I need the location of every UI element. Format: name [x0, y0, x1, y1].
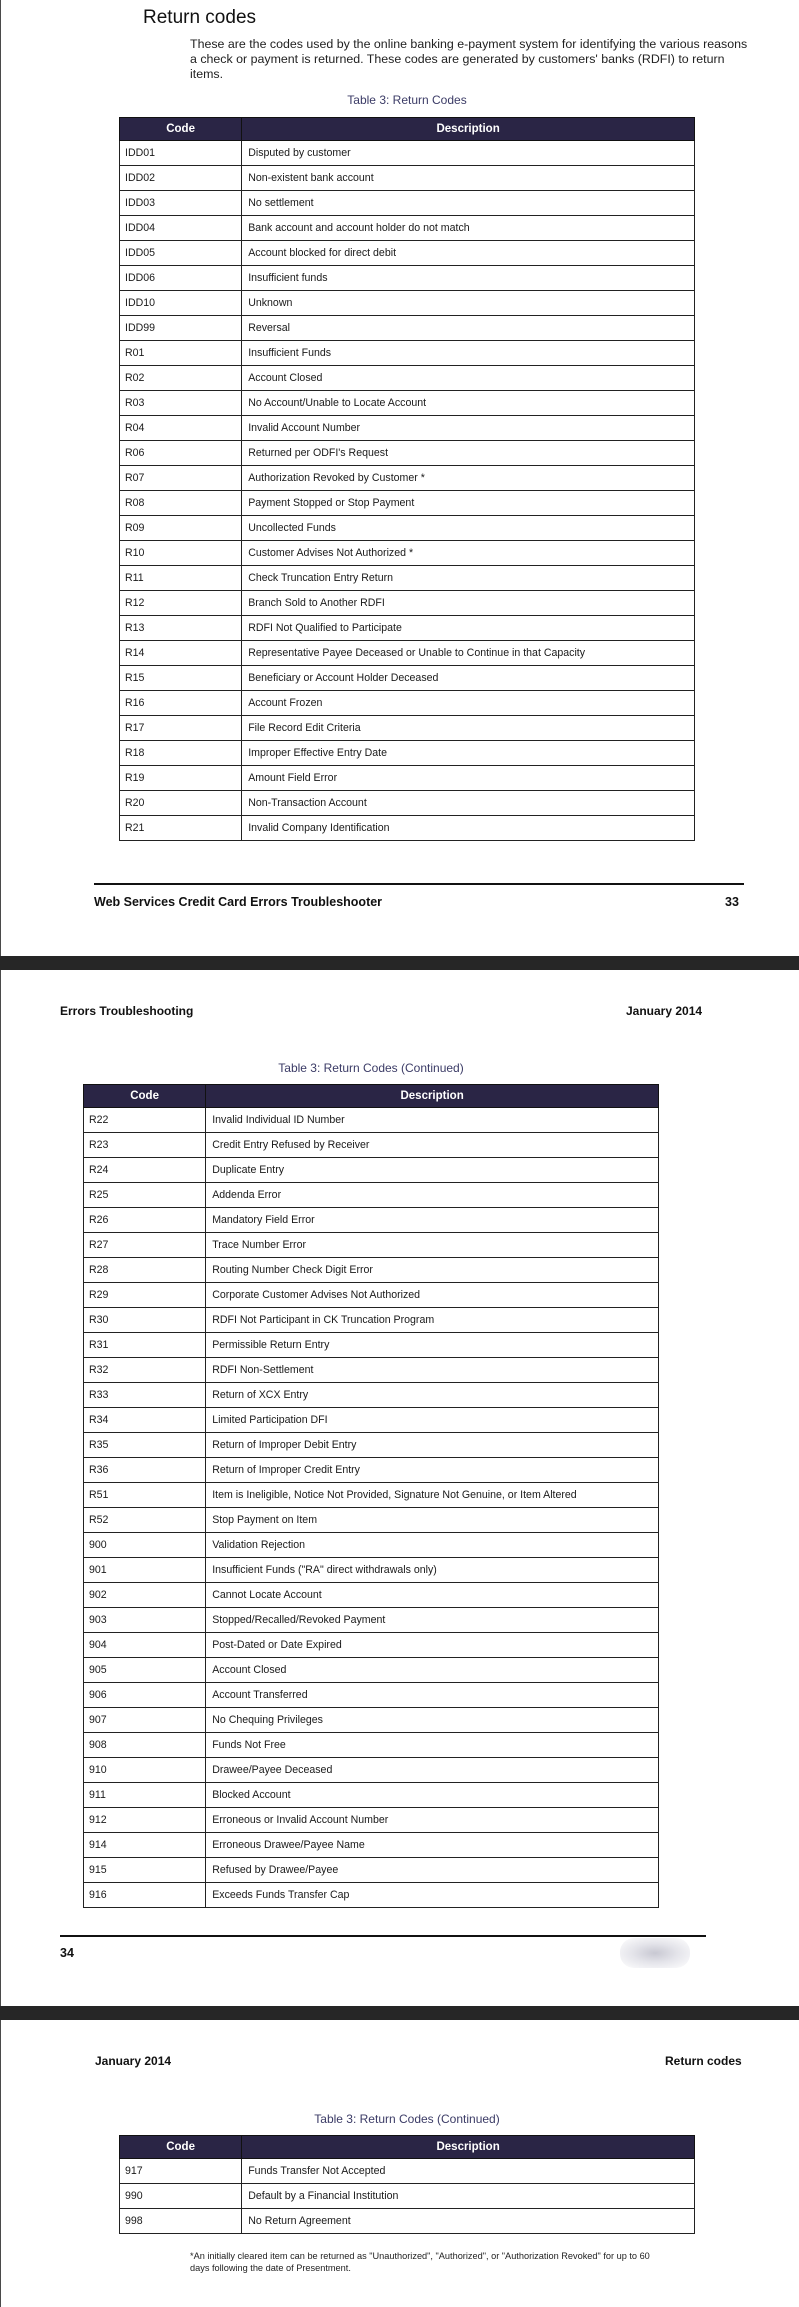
cell-description: Account blocked for direct debit [242, 241, 695, 266]
cell-code: R06 [120, 441, 242, 466]
cell-description: Mandatory Field Error [206, 1208, 659, 1233]
cell-description: Routing Number Check Digit Error [206, 1258, 659, 1283]
table-row [84, 1858, 659, 1883]
table-row [84, 1408, 659, 1433]
cell-description: Disputed by customer [242, 141, 695, 166]
cell-code: 906 [84, 1683, 206, 1708]
footer-page-number: 34 [60, 1946, 74, 1960]
cell-description: Invalid Individual ID Number [206, 1108, 659, 1133]
table-row [84, 1233, 659, 1258]
cell-code: R34 [84, 1408, 206, 1433]
table-body [84, 1108, 659, 1908]
table-row [120, 416, 695, 441]
cell-description: No Account/Unable to Locate Account [242, 391, 695, 416]
cell-code: 901 [84, 1558, 206, 1583]
table-caption: Table 3: Return Codes (Continued) [314, 2112, 500, 2126]
cell-code: R08 [120, 491, 242, 516]
cell-code: R27 [84, 1233, 206, 1258]
cell-code: R22 [84, 1108, 206, 1133]
running-header-right: January 2014 [626, 1004, 703, 1018]
cell-description: Refused by Drawee/Payee [206, 1858, 659, 1883]
cell-description: Return of Improper Debit Entry [206, 1433, 659, 1458]
cell-code: 912 [84, 1808, 206, 1833]
table-row [120, 241, 695, 266]
cell-description: Account Frozen [242, 691, 695, 716]
cell-code: R23 [84, 1133, 206, 1158]
table-header [120, 2136, 695, 2159]
table-row [84, 1458, 659, 1483]
table-row [84, 1133, 659, 1158]
cell-code: R19 [120, 766, 242, 791]
cell-description: No Return Agreement [242, 2209, 695, 2234]
table-row [84, 1658, 659, 1683]
cell-code: 916 [84, 1883, 206, 1908]
cell-description: Return of XCX Entry [206, 1383, 659, 1408]
cell-code: IDD10 [120, 291, 242, 316]
table-caption: Table 3: Return Codes [347, 93, 467, 107]
table-row [84, 1608, 659, 1633]
cell-description: Improper Effective Entry Date [242, 741, 695, 766]
cell-description: Payment Stopped or Stop Payment [242, 491, 695, 516]
cell-code: R29 [84, 1283, 206, 1308]
cell-code: R07 [120, 466, 242, 491]
table-row [84, 1533, 659, 1558]
cell-code: R17 [120, 716, 242, 741]
cell-code: IDD03 [120, 191, 242, 216]
table-row [84, 1833, 659, 1858]
page-35 [0, 2020, 799, 2307]
return-codes-table [119, 2135, 695, 2234]
cell-code: R25 [84, 1183, 206, 1208]
table-row [84, 1433, 659, 1458]
cell-description: Insufficient Funds [242, 341, 695, 366]
cell-code: R21 [120, 816, 242, 841]
cell-code: R20 [120, 791, 242, 816]
cell-code: IDD01 [120, 141, 242, 166]
cell-code: R30 [84, 1308, 206, 1333]
cell-code: R15 [120, 666, 242, 691]
cell-description: Exceeds Funds Transfer Cap [206, 1883, 659, 1908]
table-row [84, 1733, 659, 1758]
cell-description: Account Closed [242, 366, 695, 391]
table-row [120, 366, 695, 391]
table-row [120, 266, 695, 291]
table-row [84, 1633, 659, 1658]
header-code: Code [120, 2136, 242, 2159]
cell-code: R51 [84, 1483, 206, 1508]
table-row [84, 1258, 659, 1283]
table-body [120, 141, 695, 841]
footer-document-title: Web Services Credit Card Errors Troubleshooter [94, 895, 383, 909]
header-code: Code [84, 1085, 206, 1108]
running-header-right: Return codes [665, 2054, 742, 2068]
table-caption: Table 3: Return Codes (Continued) [278, 1061, 464, 1075]
table-row [120, 2184, 695, 2209]
cell-description: Unknown [242, 291, 695, 316]
table-row [84, 1108, 659, 1133]
cell-description: Account Transferred [206, 1683, 659, 1708]
cell-code: R13 [120, 616, 242, 641]
table-row [120, 2209, 695, 2234]
table-row [120, 2159, 695, 2184]
return-codes-table [119, 117, 695, 841]
cell-description: Amount Field Error [242, 766, 695, 791]
cell-code: 905 [84, 1658, 206, 1683]
table-row [120, 516, 695, 541]
cell-code: IDD02 [120, 166, 242, 191]
cell-description: Representative Payee Deceased or Unable to Continue in that Capacity [242, 641, 695, 666]
cell-code: IDD06 [120, 266, 242, 291]
cell-code: R02 [120, 366, 242, 391]
cell-code: 900 [84, 1533, 206, 1558]
cell-code: R03 [120, 391, 242, 416]
page-34 [0, 970, 799, 2006]
cell-description: Bank account and account holder do not match [242, 216, 695, 241]
cell-code: 903 [84, 1608, 206, 1633]
cell-description: Drawee/Payee Deceased [206, 1758, 659, 1783]
table-header [120, 118, 695, 141]
table-row [120, 441, 695, 466]
intro-paragraph: These are the codes used by the online banking e-payment system for identifying the various reasons a check or payment is returned. These codes are generated by customers' banks (RDFI) to return items. [190, 37, 748, 81]
cell-code: R16 [120, 691, 242, 716]
cell-description: Trace Number Error [206, 1233, 659, 1258]
table-row [120, 166, 695, 191]
cell-description: Insufficient Funds ("RA" direct withdrawals only) [206, 1558, 659, 1583]
page-edge [0, 2020, 1, 2307]
header-description: Description [242, 2136, 695, 2159]
cell-description: Non-Transaction Account [242, 791, 695, 816]
cell-description: Non-existent bank account [242, 166, 695, 191]
cell-code: 914 [84, 1833, 206, 1858]
cell-code: R31 [84, 1333, 206, 1358]
table-row [84, 1358, 659, 1383]
cell-description: Insufficient funds [242, 266, 695, 291]
table-row [120, 291, 695, 316]
table-row [84, 1708, 659, 1733]
page-edge [0, 0, 1, 956]
table-row [84, 1333, 659, 1358]
cell-code: R04 [120, 416, 242, 441]
cell-code: 908 [84, 1733, 206, 1758]
table-row [84, 1583, 659, 1608]
cell-code: 910 [84, 1758, 206, 1783]
table-row [84, 1183, 659, 1208]
page-separator [0, 2006, 799, 2020]
header-description: Description [206, 1085, 659, 1108]
table-row [84, 1783, 659, 1808]
cell-description: Blocked Account [206, 1783, 659, 1808]
cell-code: R11 [120, 566, 242, 591]
cell-description: No Chequing Privileges [206, 1708, 659, 1733]
table-row [84, 1683, 659, 1708]
header-code: Code [120, 118, 242, 141]
cell-code: R26 [84, 1208, 206, 1233]
cell-description: Invalid Company Identification [242, 816, 695, 841]
cell-code: R12 [120, 591, 242, 616]
cell-description: Funds Transfer Not Accepted [242, 2159, 695, 2184]
table-row [84, 1758, 659, 1783]
cell-description: No settlement [242, 191, 695, 216]
table-row [84, 1883, 659, 1908]
table-row [120, 191, 695, 216]
cell-description: File Record Edit Criteria [242, 716, 695, 741]
cell-description: Invalid Account Number [242, 416, 695, 441]
cell-description: Account Closed [206, 1658, 659, 1683]
running-header-left: Errors Troubleshooting [60, 1004, 194, 1018]
cell-description: Default by a Financial Institution [242, 2184, 695, 2209]
table-row [120, 216, 695, 241]
cell-code: 917 [120, 2159, 242, 2184]
table-row [120, 716, 695, 741]
table-row [120, 741, 695, 766]
table-row [84, 1308, 659, 1333]
table-row [120, 491, 695, 516]
table-row [120, 141, 695, 166]
cell-description: Stopped/Recalled/Revoked Payment [206, 1608, 659, 1633]
cell-description: Cannot Locate Account [206, 1583, 659, 1608]
cell-code: R18 [120, 741, 242, 766]
cell-code: R52 [84, 1508, 206, 1533]
table-row [120, 791, 695, 816]
page-edge [0, 970, 1, 2006]
cell-description: Duplicate Entry [206, 1158, 659, 1183]
cell-description: Uncollected Funds [242, 516, 695, 541]
cell-description: Reversal [242, 316, 695, 341]
cell-code: 902 [84, 1583, 206, 1608]
table-row [84, 1158, 659, 1183]
cell-description: Beneficiary or Account Holder Deceased [242, 666, 695, 691]
header-description: Description [242, 118, 695, 141]
table-row [84, 1483, 659, 1508]
table-row [120, 666, 695, 691]
table-row [84, 1383, 659, 1408]
cell-description: Permissible Return Entry [206, 1333, 659, 1358]
page-33 [0, 0, 799, 956]
table-row [84, 1508, 659, 1533]
cell-code: IDD99 [120, 316, 242, 341]
cell-description: Stop Payment on Item [206, 1508, 659, 1533]
footnote: *An initially cleared item can be returned as "Unauthorized", "Authorized", or "Authorization Revoked" for up to 60 days following the date of Presentment. [190, 2251, 650, 2273]
table-row [120, 566, 695, 591]
footer-page-number: 33 [725, 895, 739, 909]
cell-description: Branch Sold to Another RDFI [242, 591, 695, 616]
running-header-left: January 2014 [95, 2054, 172, 2068]
table-row [84, 1208, 659, 1233]
cell-code: 915 [84, 1858, 206, 1883]
cell-description: RDFI Not Participant in CK Truncation Program [206, 1308, 659, 1333]
cell-code: R24 [84, 1158, 206, 1183]
blurred-region [620, 1938, 690, 1968]
cell-description: Erroneous Drawee/Payee Name [206, 1833, 659, 1858]
page-separator [0, 956, 799, 970]
cell-description: Check Truncation Entry Return [242, 566, 695, 591]
table-row [120, 341, 695, 366]
cell-code: R36 [84, 1458, 206, 1483]
cell-description: Validation Rejection [206, 1533, 659, 1558]
cell-description: Erroneous or Invalid Account Number [206, 1808, 659, 1833]
table-row [120, 691, 695, 716]
cell-code: R09 [120, 516, 242, 541]
cell-description: Return of Improper Credit Entry [206, 1458, 659, 1483]
cell-code: IDD04 [120, 216, 242, 241]
cell-description: Limited Participation DFI [206, 1408, 659, 1433]
cell-code: R32 [84, 1358, 206, 1383]
cell-description: Corporate Customer Advises Not Authorized [206, 1283, 659, 1308]
cell-description: Returned per ODFI's Request [242, 441, 695, 466]
table-row [120, 766, 695, 791]
table-header [84, 1085, 659, 1108]
table-row [120, 616, 695, 641]
cell-description: Addenda Error [206, 1183, 659, 1208]
table-row [120, 391, 695, 416]
cell-code: R14 [120, 641, 242, 666]
cell-description: Customer Advises Not Authorized * [242, 541, 695, 566]
footer-rule [60, 1935, 706, 1937]
cell-description: RDFI Non-Settlement [206, 1358, 659, 1383]
cell-code: R33 [84, 1383, 206, 1408]
table-row [120, 541, 695, 566]
table-row [120, 641, 695, 666]
table-row [84, 1808, 659, 1833]
table-row [84, 1558, 659, 1583]
cell-description: Item is Ineligible, Notice Not Provided, Signature Not Genuine, or Item Altered [206, 1483, 659, 1508]
cell-code: R35 [84, 1433, 206, 1458]
cell-code: 990 [120, 2184, 242, 2209]
cell-code: R01 [120, 341, 242, 366]
cell-code: 904 [84, 1633, 206, 1658]
table-row [120, 316, 695, 341]
cell-description: RDFI Not Qualified to Participate [242, 616, 695, 641]
cell-code: 907 [84, 1708, 206, 1733]
table-row [120, 591, 695, 616]
cell-description: Credit Entry Refused by Receiver [206, 1133, 659, 1158]
cell-code: R28 [84, 1258, 206, 1283]
cell-code: 911 [84, 1783, 206, 1808]
cell-code: R10 [120, 541, 242, 566]
cell-code: 998 [120, 2209, 242, 2234]
table-row [120, 466, 695, 491]
cell-description: Funds Not Free [206, 1733, 659, 1758]
return-codes-table [83, 1084, 659, 1908]
cell-code: IDD05 [120, 241, 242, 266]
footer-rule [94, 883, 744, 885]
table-row [120, 816, 695, 841]
table-body [120, 2159, 695, 2234]
cell-description: Post-Dated or Date Expired [206, 1633, 659, 1658]
cell-description: Authorization Revoked by Customer * [242, 466, 695, 491]
section-title: Return codes [143, 7, 257, 28]
table-row [84, 1283, 659, 1308]
